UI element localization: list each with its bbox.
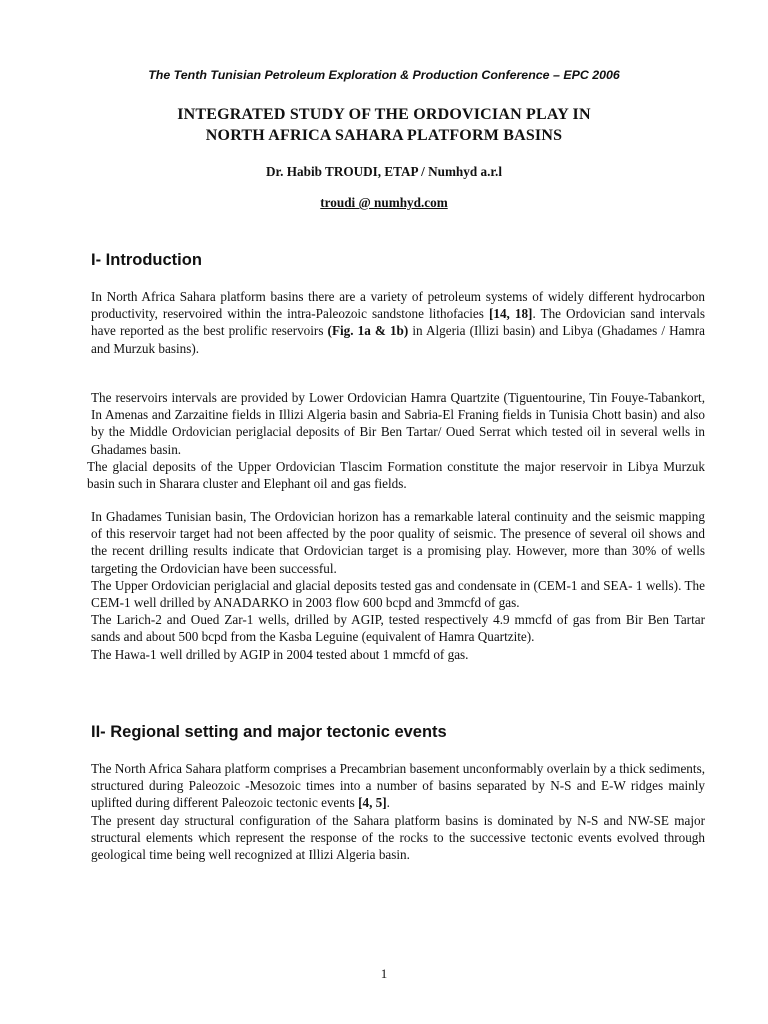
citation-ref: [14, 18] — [488, 306, 533, 322]
conference-header: The Tenth Tunisian Petroleum Exploration & Production Conference – EPC 2006 — [148, 68, 620, 82]
page-number: 1 — [380, 966, 388, 981]
paper-title — [0, 104, 768, 146]
paragraph-ghadames: In Ghadames Tunisian basin, The Ordovician horizon has a remarkable lateral continuity and the seismic mapping of this reservoir target had not been affected by the poor quality of seismic. The presence of several oil shows and the recent drilling results indicate that Ordovician target is a promising play. However, more than 30% of wells targeting the Ordovician have been successful. The Upper Ordovician periglacial and glacial deposits tested gas and condensate in (CEM-1 and SEA- 1 wells). The CEM-1 well drilled by ANADARKO in 2003 flow 600 bcpd and 3mmcfd of gas. The Larich-2 and Oued Zar-1 wells, drilled by AGIP, tested respectively 4.9 mmcfd of gas from Bir Ben Tartar sands and about 500 bcpd from the Kasba Leguine (equivalent of Hamra Quartzite). The Hawa-1 well drilled by AGIP in 2004 tested about 1 mmcfd of gas. — [91, 509, 705, 662]
paragraph-reservoirs: The reservoirs intervals are provided by Lower Ordovician Hamra Quartzite (Tiguentourine, Tin Fouye-Tabankort, In Amenas and Zarzaitine fields in Illizi Algeria basin and Sabria-El Franing fields in Tunisia Chott basin) and also by the Middle Ordovician periglacial deposits of Bir Ben Tartar/ Oued Serrat which tested oil in several wells in Ghadames basin. The glacial deposits of the Upper Ordovician Tlascim Formation constitute the major reservoir in Libya Murzuk basin such in Sharara cluster and Elephant oil and gas fields. — [87, 390, 705, 492]
paragraph-intro-1: In North Africa Sahara platform basins there are a variety of petroleum systems of widely different hydrocarbon productivity, reservoired within the intra-Paleozoic sandstone lithofacies [14, 18]. The Ordovician sand intervals have reported as the best prolific reservoirs (Fig. 1a & 1b) in Algeria (Illizi basin) and Libya (Ghadames / Hamra and Murzuk basins). — [91, 289, 705, 356]
author-email — [0, 195, 768, 211]
author-line: Dr. Habib TROUDI, ETAP / Numhyd a.r.l — [266, 164, 502, 179]
figure-ref: (Fig. 1a & 1b) — [327, 323, 409, 339]
paragraph-regional: The North Africa Sahara platform comprises a Precambrian basement unconformably overlain by a thick sediments, structured during Paleozoic -Mesozoic times into a number of basins separated by N-S and E-W ridges mainly uplifted during different Paleozoic tectonic events [4, 5]. The present day structural configuration of the Sahara platform basins is dominated by N-S and NW-SE major structural elements which represent the response of the rocks to the successive tectonic events evolved through geological time being well recognized at Illizi Algeria basin. — [91, 761, 705, 863]
section-heading-regional-setting: II- Regional setting and major tectonic events — [91, 723, 447, 741]
citation-ref: [4, 5] — [358, 795, 387, 811]
section-heading-introduction: I- Introduction — [91, 251, 202, 269]
title-line-2: NORTH AFRICA SAHARA PLATFORM BASINS — [205, 127, 563, 144]
email-link[interactable]: troudi @ numhyd.com — [320, 195, 448, 210]
title-line-1: INTEGRATED STUDY OF THE ORDOVICIAN PLAY IN — [177, 106, 591, 123]
